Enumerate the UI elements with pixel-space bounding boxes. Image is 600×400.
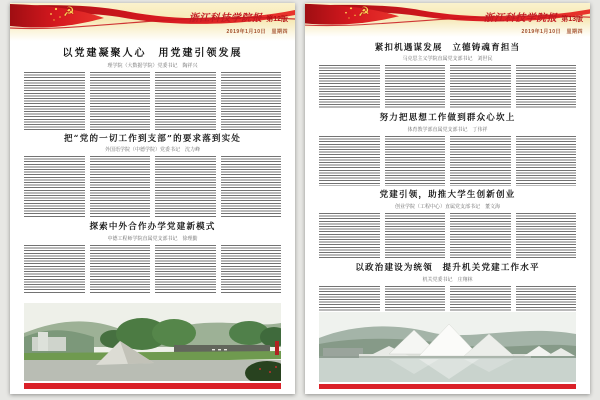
article-byline: 外国语学院（中德学院）党委书记 沈力峰: [104, 147, 200, 154]
body-text-columns: [24, 156, 281, 218]
party-emblem-icon: ☭: [358, 4, 370, 19]
date-line: 2019年1月10日 星期四: [521, 29, 583, 35]
body-text-columns: [319, 136, 576, 186]
body-text-column: [24, 156, 85, 218]
body-text-column: [155, 245, 216, 293]
body-text-columns: [319, 286, 576, 312]
body-text-columns: [319, 65, 576, 109]
body-text-column: [155, 72, 216, 130]
edition-number: 第12版: [266, 16, 288, 23]
masthead: [484, 8, 583, 35]
body-text-column: [24, 72, 85, 130]
body-text-columns: [24, 245, 281, 293]
body-text-columns: [319, 213, 576, 259]
body-text-column: [385, 136, 446, 186]
body-text-column: [90, 156, 151, 218]
body-text-column: [319, 136, 380, 186]
article: [24, 223, 281, 293]
body-text-column: [516, 286, 577, 312]
party-emblem-icon: ☭: [63, 4, 75, 19]
body-text-column: [90, 72, 151, 130]
body-text-column: [516, 136, 577, 186]
body-text-column: [319, 65, 380, 109]
article-byline: 机关党委书记 庄翔林: [422, 276, 473, 283]
masthead-banner: [305, 3, 590, 37]
article-byline: 马克思主义学院直属党支部书记 刘世民: [402, 56, 493, 63]
body-text-columns: [24, 72, 281, 130]
article-byline: 创业学院（工程中心）直属党支部书记 董文海: [394, 203, 500, 210]
body-text-column: [385, 213, 446, 259]
body-text-column: [90, 245, 151, 293]
article-headline: 以政治建设为统领 提升机关党建工作水平: [355, 262, 540, 273]
body-text-column: [450, 136, 511, 186]
date-line: 2019年1月10日 星期四: [226, 29, 288, 35]
masthead-banner: [10, 3, 295, 41]
footer-red-band: [319, 384, 576, 389]
newspaper-page-12: [10, 3, 295, 394]
edition-number: 第13版: [561, 16, 583, 23]
body-text-column: [450, 286, 511, 312]
footer-red-band: [24, 383, 281, 389]
body-text-column: [221, 245, 282, 293]
article-headline: 以党建凝聚人心 用党建引领发展: [62, 48, 243, 59]
body-text-column: [155, 156, 216, 218]
article: [319, 264, 576, 312]
article: [319, 44, 576, 110]
article-headline: 紧扣机遇谋发展 立德铸魂育担当: [374, 42, 521, 53]
lakeside-building-photo: [319, 312, 576, 382]
article: [319, 114, 576, 186]
body-text-column: [516, 65, 577, 109]
article-byline: 体育教学部直属党支部书记 丁伟祥: [407, 127, 488, 134]
article: [24, 135, 281, 219]
body-text-column: [450, 65, 511, 109]
article-byline: 中德工程师学院直属党支部书记 徐理勤: [107, 236, 198, 243]
article-headline: 党建引领，助推大学生创新创业: [379, 190, 516, 201]
body-text-column: [385, 286, 446, 312]
newspaper-page-13: [305, 3, 590, 394]
body-text-column: [450, 213, 511, 259]
article-headline: 把“党的一切工作到支部”的要求落到实处: [63, 133, 242, 144]
body-text-column: [516, 213, 577, 259]
article: [319, 191, 576, 259]
body-text-column: [319, 286, 380, 312]
campus-entrance-photo: [24, 303, 281, 381]
masthead: [189, 8, 288, 35]
article: [24, 48, 281, 130]
body-text-column: [221, 72, 282, 130]
body-text-column: [385, 65, 446, 109]
body-text-column: [221, 156, 282, 218]
body-text-column: [319, 213, 380, 259]
masthead-title: 浙江科技学院报: [483, 13, 558, 24]
article-headline: 探索中外合作办学党建新模式: [89, 222, 216, 233]
body-text-column: [24, 245, 85, 293]
masthead-title: 浙江科技学院报: [188, 13, 263, 24]
article-headline: 努力把思想工作做到群众心坎上: [379, 113, 516, 124]
article-byline: 理学院（大数据学院）党委书记 陶祥兴: [107, 62, 198, 69]
